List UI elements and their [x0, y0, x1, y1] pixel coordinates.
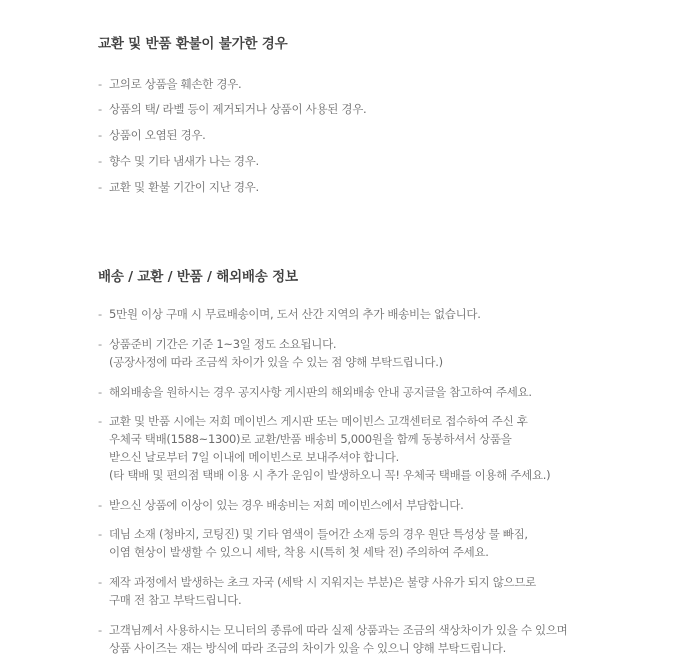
bullet-dash-icon: - [98, 128, 102, 143]
shipping-info-list [98, 306, 644, 657]
bullet-dash-icon: - [98, 76, 102, 91]
list-item-line: 교환 및 환불 기간이 지난 경우. [109, 179, 259, 194]
bullet-dash-icon: - [98, 575, 102, 590]
list-item [98, 574, 644, 610]
list-item-line: (타 택배 및 편의점 택배 이용 시 추가 운임이 발생하오니 꼭! 우체국 택배를 이용해 주세요.) [109, 467, 551, 482]
list-item-line: 구매 전 참고 부탁드립니다. [109, 592, 242, 607]
bullet-dash-icon: - [98, 336, 102, 351]
list-item-line: 이염 현상이 발생할 수 있으니 세탁, 착용 시(특히 첫 세탁 전) 주의하여 주세요. [109, 545, 489, 560]
bullet-dash-icon: - [98, 414, 102, 429]
bullet-dash-icon: - [98, 153, 102, 168]
list-item [98, 306, 644, 324]
list-item-line: 교환 및 반품 시에는 저희 메이빈스 게시판 또는 메이빈스 고객센터로 접수하여 주신 후 [109, 414, 528, 429]
shipping-info-section [98, 269, 644, 657]
section-title-shipping-info: 배송 / 교환 / 반품 / 해외배송 정보 [98, 268, 298, 285]
bullet-dash-icon: - [98, 622, 102, 637]
bullet-dash-icon: - [98, 307, 102, 322]
list-item [98, 127, 644, 145]
bullet-dash-icon: - [98, 497, 102, 512]
list-item [98, 153, 644, 171]
list-item-line: 고의로 상품을 훼손한 경우. [109, 76, 242, 91]
list-item-line: 상품이 오염된 경우. [109, 128, 206, 143]
list-item [98, 76, 644, 94]
list-item [98, 526, 644, 562]
list-item-line: 고객님께서 사용하시는 모니터의 종류에 따라 실제 상품과는 조금의 색상차이가 있을 수 있으며 [109, 622, 568, 637]
bullet-dash-icon: - [98, 527, 102, 542]
list-item-line: 상품준비 기간은 기준 1~3일 정도 소요됩니다. [109, 336, 337, 351]
list-item-line: (공장사정에 따라 조금씩 차이가 있을 수 있는 점 양해 부탁드립니다.) [109, 354, 443, 369]
list-item-line: 받으신 상품에 이상이 있는 경우 배송비는 저희 메이빈스에서 부담합니다. [109, 497, 464, 512]
list-item-line: 제작 과정에서 발생하는 초크 자국 (세탁 시 지워지는 부분)은 불량 사유가 되지 않으므로 [109, 575, 536, 590]
list-item-line: 우체국 택배(1588~1300)로 교환/반품 배송비 5,000원을 함께 동봉하셔서 상품을 [109, 432, 512, 447]
list-item [98, 179, 644, 197]
list-item [98, 101, 644, 119]
bullet-dash-icon: - [98, 384, 102, 399]
bullet-dash-icon: - [98, 179, 102, 194]
section-title-return-policy: 교환 및 반품 환불이 불가한 경우 [98, 36, 288, 52]
bullet-dash-icon: - [98, 102, 102, 117]
list-item-line: 받으신 날로부터 7일 이내에 메이빈스로 보내주셔야 합니다. [109, 450, 399, 465]
list-item [98, 497, 644, 515]
return-policy-list [98, 76, 644, 197]
list-item-line: 데님 소재 (청바지, 코팅진) 및 기타 염색이 들어간 소재 등의 경우 원단 특성상 물 빠짐, [109, 527, 528, 542]
list-item [98, 336, 644, 372]
list-item-line: 해외배송을 원하시는 경우 공지사항 게시판의 해외배송 안내 공지글을 참고하여 주세요. [109, 384, 532, 399]
list-item-line: 5만원 이상 구매 시 무료배송이며, 도서 산간 지역의 추가 배송비는 없습니다. [109, 307, 481, 322]
list-item-line: 향수 및 기타 냄새가 나는 경우. [109, 153, 259, 168]
list-item [98, 413, 644, 484]
list-item [98, 384, 644, 402]
return-policy-section [98, 36, 644, 197]
section-spacer [98, 205, 644, 269]
list-item-line: 상품 사이즈는 재는 방식에 따라 조금의 차이가 있을 수 있으니 양해 부탁드립니다. [109, 640, 506, 655]
list-item-line: 상품의 택/ 라벨 등이 제거되거나 상품이 사용된 경우. [109, 102, 367, 117]
list-item [98, 622, 644, 657]
